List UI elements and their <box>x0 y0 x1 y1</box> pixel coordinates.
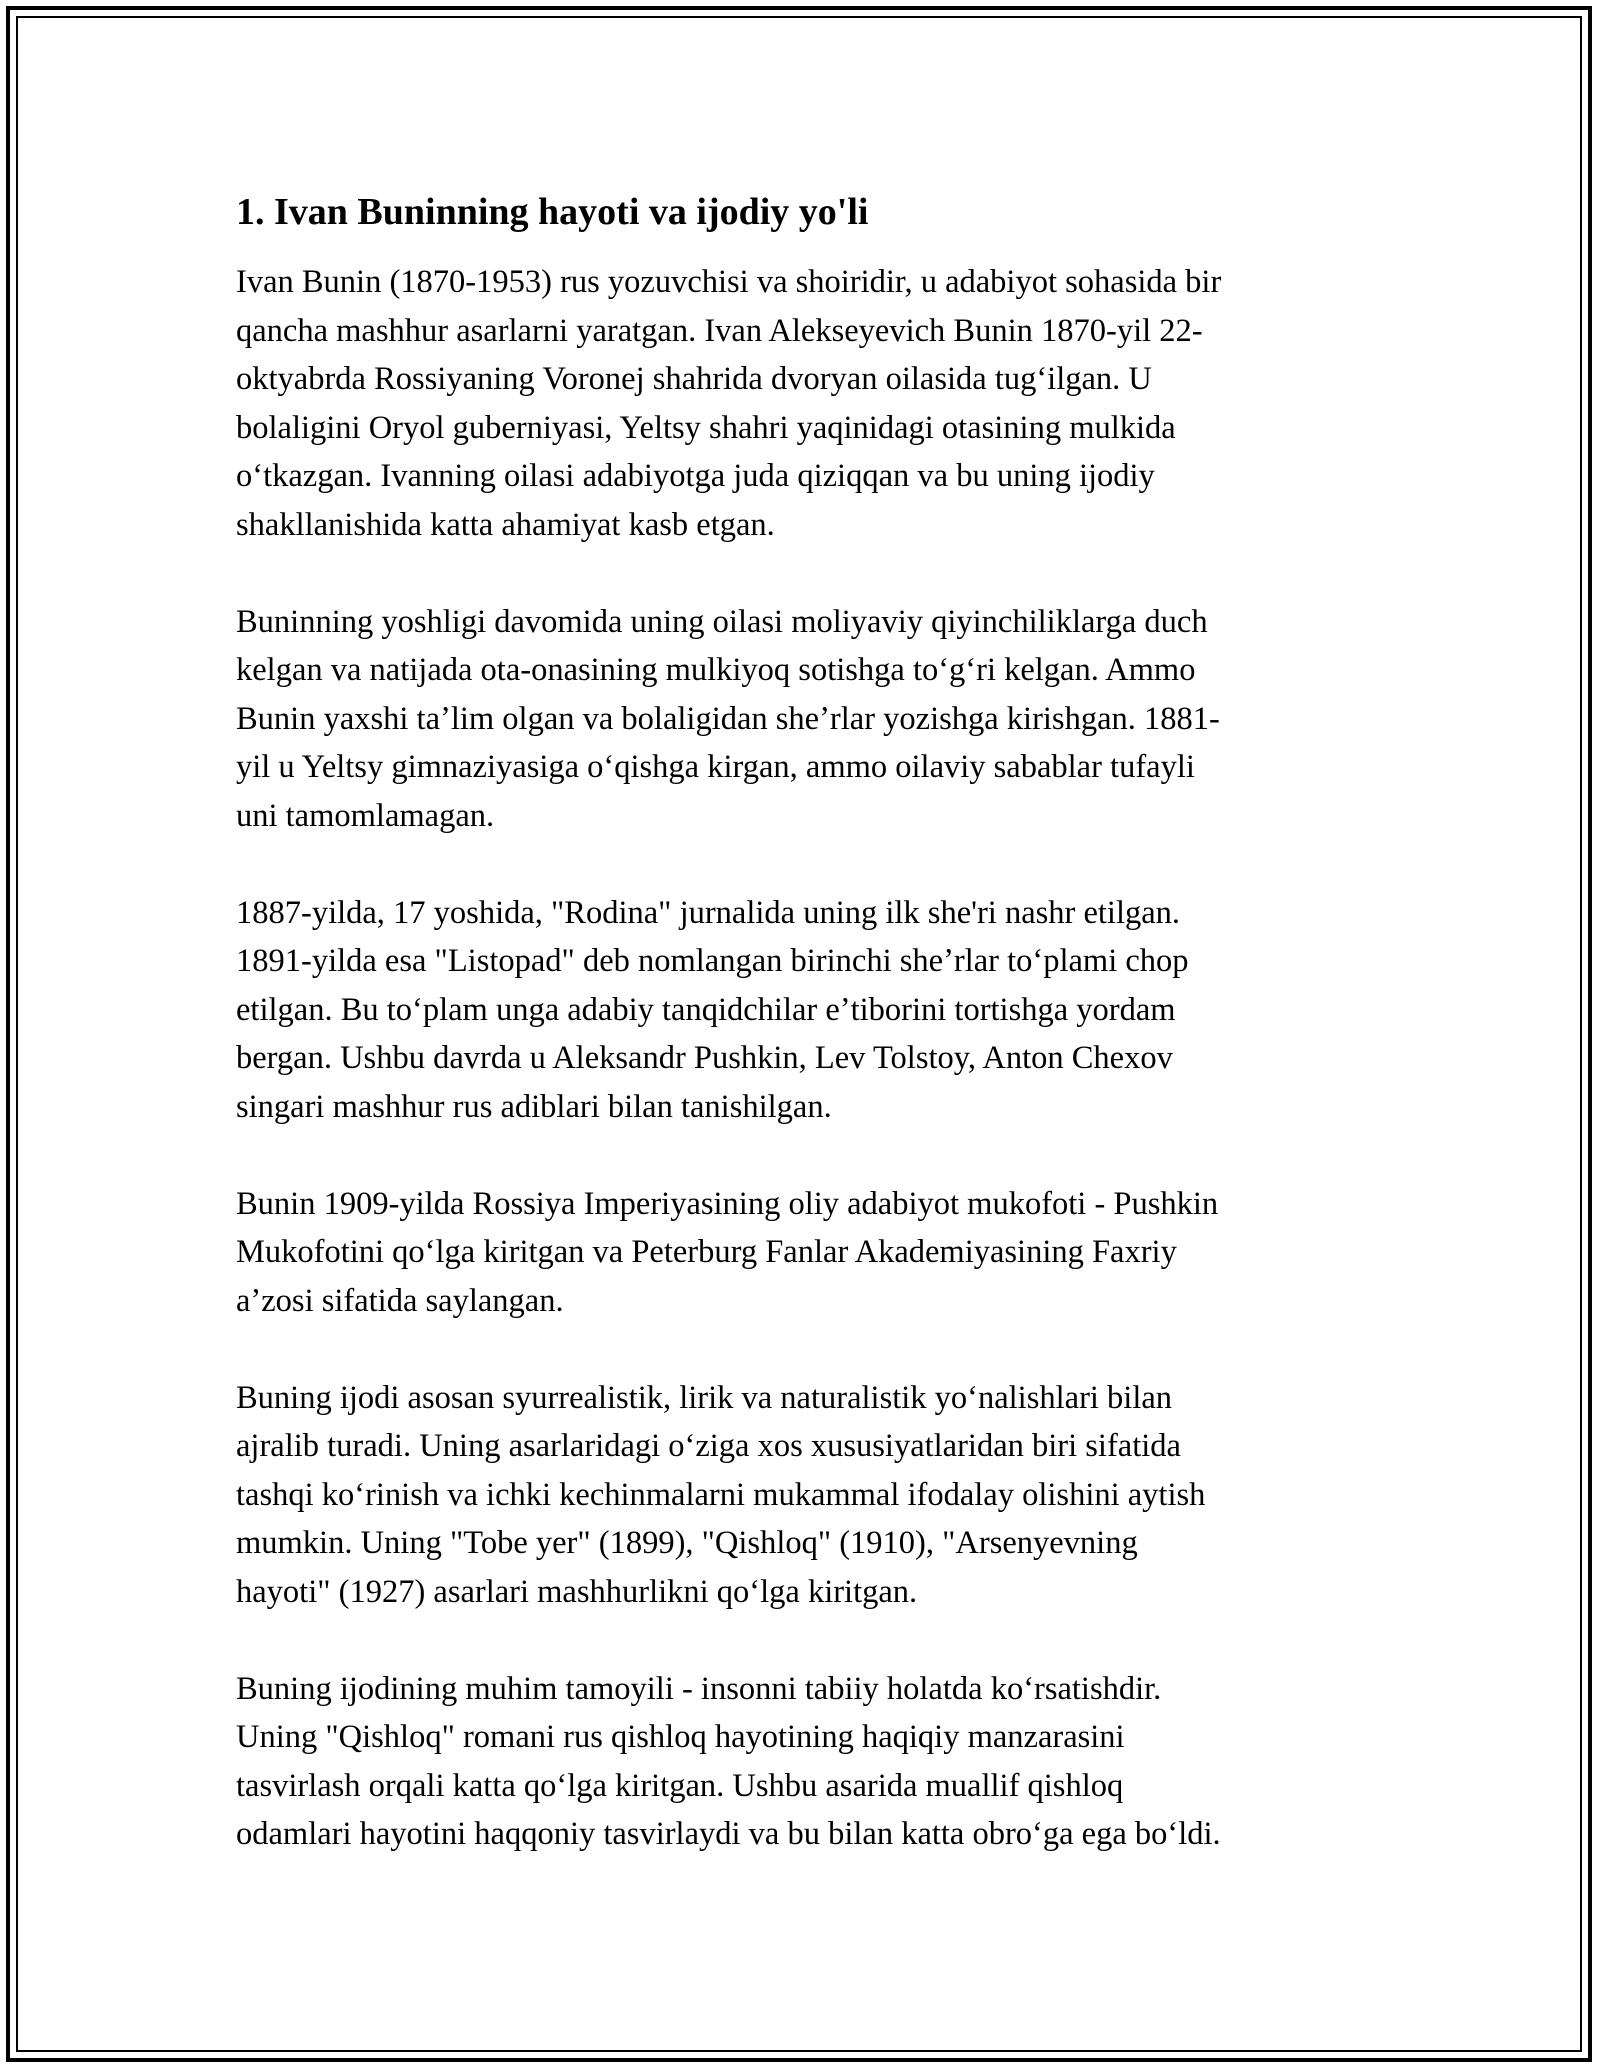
text-line: shakllanishida katta ahamiyat kasb etgan. <box>236 506 775 543</box>
text-line: Bunin yaxshi taʼlim olgan va bolaligidan sheʼrlar yozishga kirishgan. 1881- <box>236 700 1220 737</box>
page-title: 1. Ivan Buninning hayoti va ijodiy yo'li <box>236 191 869 233</box>
text-line: odamlari hayotini haqqoniy tasvirlaydi va bu bilan katta obroʻga ega boʻldi. <box>236 1816 1221 1852</box>
text-line: oʻtkazgan. Ivanning oilasi adabiyotga juda qiziqqan va bu uning ijodiy <box>236 458 1155 494</box>
text-line: 1891-yilda esa "Listopad" deb nomlangan birinchi sheʼrlar toʻplami chop <box>236 943 1189 979</box>
text-line: oktyabrda Rossiyaning Voronej shahrida dvoryan oilasida tugʻilgan. U <box>236 361 1152 397</box>
paragraph-2 <box>236 598 1376 841</box>
text-line: hayoti" (1927) asarlari mashhurlikni qoʻlga kiritgan. <box>236 1573 918 1610</box>
text-line: kelgan va natijada ota-onasining mulkiyoq sotishga toʻgʻri kelgan. Ammo <box>236 652 1196 688</box>
text-line: Buning ijodi asosan syurrealistik, lirik va naturalistik yoʻnalishlari bilan <box>236 1379 1173 1416</box>
text-line: bolaligini Oryol guberniyasi, Yeltsy shahri yaqinidagi otasining mulkida <box>236 409 1176 446</box>
paragraph-3 <box>236 889 1376 1132</box>
text-line: ajralib turadi. Uning asarlaridagi oʻziga xos xususiyatlaridan biri sifatida <box>236 1428 1181 1464</box>
text-line: Bunin 1909-yilda Rossiya Imperiyasining oliy adabiyot mukofoti - Pushkin <box>236 1185 1219 1222</box>
text-line: mumkin. Uning "Tobe yer" (1899), "Qishloq" (1910), "Arsenyevning <box>236 1525 1138 1561</box>
text-line: singari mashhur rus adiblari bilan tanishilgan. <box>236 1088 832 1125</box>
text-line: tasvirlash orqali katta qoʻlga kiritgan. Ushbu asarida muallif qishloq <box>236 1767 1124 1804</box>
text-line: uni tamomlamagan. <box>236 797 495 834</box>
text-line: 1887-yilda, 17 yoshida, "Rodina" jurnalida uning ilk she'ri nashr etilgan. <box>236 894 1181 931</box>
text-line: yil u Yeltsy gimnaziyasiga oʻqishga kirgan, ammo oilaviy sabablar tufayli <box>236 749 1195 785</box>
text-line: Mukofotini qoʻlga kiritgan va Peterburg Fanlar Akademiyasining Faxriy <box>236 1234 1177 1270</box>
paragraph-1 <box>236 258 1376 549</box>
text-line: Buning ijodining muhim tamoyili - insonni tabiiy holatda koʻrsatishdir. <box>236 1670 1162 1707</box>
text-line: bergan. Ushbu davrda u Aleksandr Pushkin, Lev Tolstoy, Anton Chexov <box>236 1040 1173 1076</box>
paragraph-5 <box>236 1374 1376 1617</box>
paragraph-6 <box>236 1665 1376 1859</box>
text-line: qancha mashhur asarlarni yaratgan. Ivan Alekseyevich Bunin 1870-yil 22- <box>236 312 1203 349</box>
text-line: aʼzosi sifatida saylangan. <box>236 1282 564 1319</box>
paragraph-4 <box>236 1180 1376 1326</box>
text-line: Ivan Bunin (1870-1953) rus yozuvchisi va shoiridir, u adabiyot sohasida bir <box>236 264 1222 300</box>
document-body <box>236 188 1376 1907</box>
text-line: Uning "Qishloq" romani rus qishloq hayotining haqiqiy manzarasini <box>236 1719 1125 1755</box>
text-line: tashqi koʻrinish va ichki kechinmalarni mukammal ifodalay olishini aytish <box>236 1476 1206 1513</box>
text-line: Buninning yoshligi davomida uning oilasi moliyaviy qiyinchiliklarga duch <box>236 603 1208 640</box>
text-line: etilgan. Bu toʻplam unga adabiy tanqidchilar eʼtiborini tortishga yordam <box>236 991 1176 1028</box>
